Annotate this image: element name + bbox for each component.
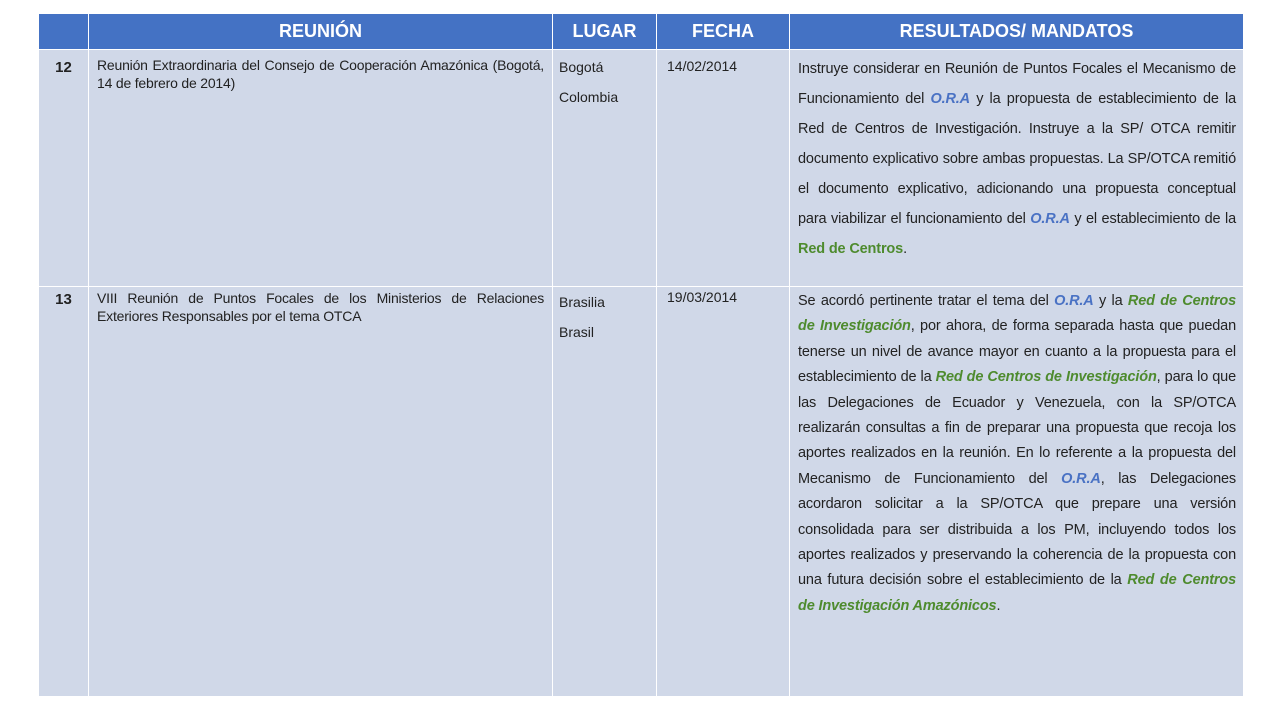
resultado-text: y la (1093, 293, 1128, 309)
resultado-text: , para lo que las Delegaciones de Ecuador y Venezuela, con la SP/OTCA realizarán consultas a fin de preparar una propuesta que recoja los aportes realizados en la reunión. En lo referente a la propuesta del Mecanismo de Funcionamiento del (798, 369, 1237, 487)
resultado-text: Instruye considerar en Reunión de Puntos Focales el Mecanismo de Funcionamiento del (798, 61, 1236, 107)
highlight-term: O.R.A (1030, 211, 1070, 227)
lugar-cell (553, 50, 657, 287)
lugar-country: Colombia (559, 89, 619, 105)
highlight-term: Red de Centros de Investigación (798, 293, 1236, 335)
resultado-text: . (996, 597, 1001, 614)
header-reunion: REUNIÓN (89, 14, 553, 50)
table-row (39, 287, 1244, 697)
table-header (39, 14, 1244, 50)
reunion-cell: VIII Reunión de Puntos Focales de los Ministerios de Relaciones Exteriores Responsables por el tema OTCA (89, 287, 553, 697)
header-resultados: RESULTADOS/ MANDATOS (790, 14, 1244, 50)
highlight-term: Red de Centros de Investigación Amazónicos (798, 572, 1236, 614)
highlight-term: O.R.A (930, 91, 970, 107)
lugar-country: Brasil (559, 324, 595, 340)
lugar-city: Brasilia (559, 294, 605, 310)
header-fecha: FECHA (657, 14, 790, 50)
lugar-city: Bogotá (559, 59, 604, 75)
resultado-text: y la propuesta de establecimiento de la Red de Centros de Investigación. Instruye a la SP/ OTCA remitir documento explicativo sobre ambas propuestas. La SP/OTCA remitió el documento explicativo, adicionando una propuesta conceptual para viabilizar el funcionamiento del (798, 91, 1236, 227)
row-number: 12 (39, 50, 89, 287)
resultado-cell (790, 50, 1244, 287)
header-row (39, 14, 1244, 50)
resultado-cell (790, 287, 1244, 697)
fecha-cell: 14/02/2014 (657, 50, 790, 287)
resultado-text: Se acordó pertinente tratar el tema del (798, 293, 1055, 309)
resultado-text: , las Delegaciones acordaron solicitar a la SP/OTCA que prepare una versión consolidada para ser distribuida a los PM, incluyendo todos los aportes realizados y preservando la coherencia de la propuesta con una futura decisión sobre el establecimiento de la (798, 470, 1236, 589)
highlight-term: Red de Centros de Investigación (935, 369, 1157, 386)
highlight-term: O.R.A (1061, 470, 1101, 487)
meetings-table (38, 13, 1244, 697)
highlight-term: O.R.A (1054, 293, 1094, 309)
fecha-cell: 19/03/2014 (657, 287, 790, 697)
row-number: 13 (39, 287, 89, 697)
table-row (39, 50, 1244, 287)
header-lugar: LUGAR (553, 14, 657, 50)
resultado-text: , por ahora, de forma separada hasta que puedan tenerse un nivel de avance mayor en cuanto a la propuesta para el establecimiento de la (798, 318, 1236, 386)
resultado-text: . (903, 241, 907, 257)
reunion-cell: Reunión Extraordinaria del Consejo de Cooperación Amazónica (Bogotá, 14 de febrero de 2014) (89, 50, 553, 287)
header-num (39, 14, 89, 50)
lugar-cell (553, 287, 657, 697)
resultado-text: y el establecimiento de la (1069, 211, 1236, 227)
highlight-term: Red de Centros (798, 241, 904, 257)
